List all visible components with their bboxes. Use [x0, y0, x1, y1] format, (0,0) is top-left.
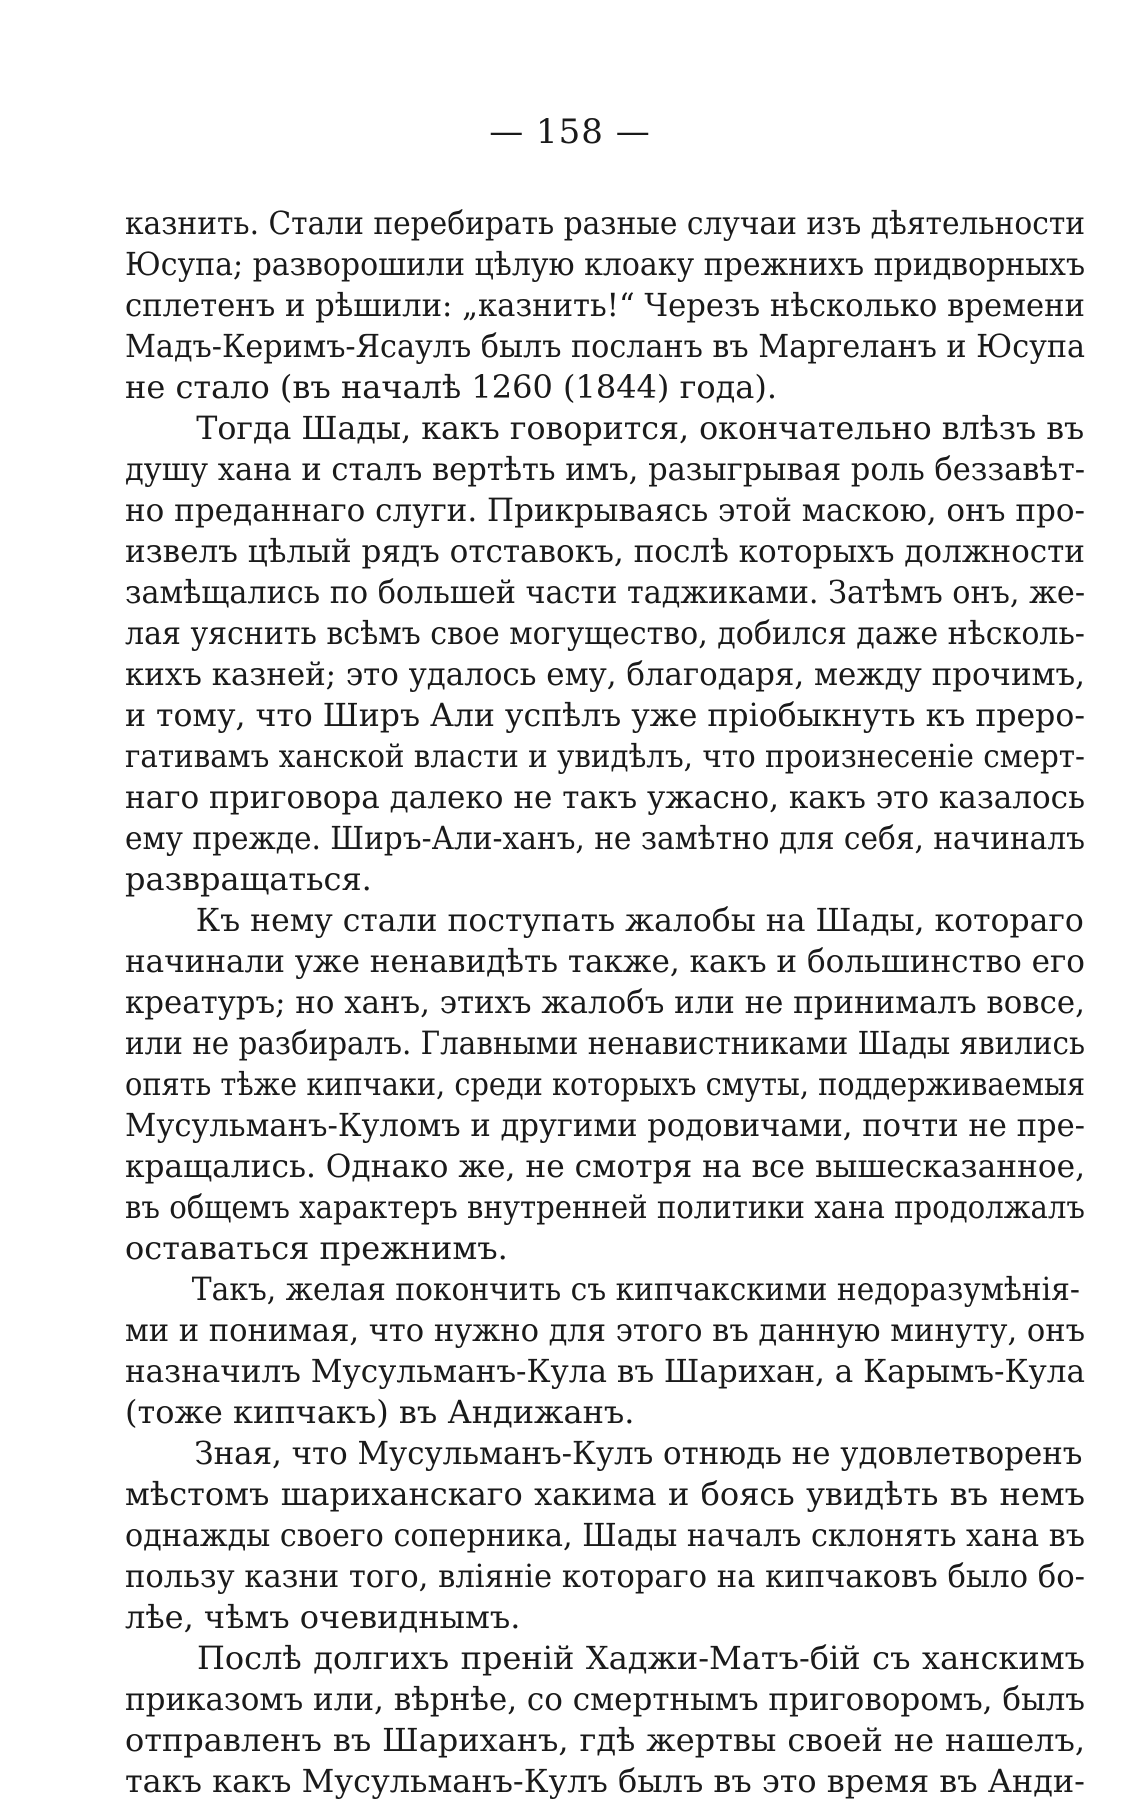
text-line: (тоже кипчакъ) въ Андижанъ.: [125, 1393, 635, 1431]
text-line: замѣщались по большей части таджиками. Затѣмъ онъ, же-: [125, 573, 1086, 611]
text-line: развращаться.: [125, 860, 372, 898]
text-line: оставаться прежнимъ.: [125, 1229, 508, 1267]
text-line: Къ нему стали поступать жалобы на Шады, котораго: [195, 901, 1084, 939]
text-line: кихъ казней; это удалось ему, благодаря, между прочимъ,: [125, 655, 1085, 693]
page-number: — 158 —: [489, 112, 651, 152]
text-line: наго приговора далеко не такъ ужасно, какъ это казалось: [125, 778, 1085, 816]
text-line: опять тѣже кипчаки, среди которыхъ смуты, поддерживаемыя: [125, 1065, 1086, 1103]
text-line: Тогда Шады, какъ говорится, окончательно влѣзъ въ: [196, 409, 1085, 447]
text-line: казнить. Стали перебирать разные случаи изъ дѣятельности: [125, 204, 1086, 242]
text-line: сплетенъ и рѣшили: „казнить!“ Черезъ нѣсколько времени: [125, 286, 1085, 324]
text-line: лая уяснить всѣмъ свое могущество, добился даже нѣсколь-: [125, 614, 1085, 652]
text-line: извелъ цѣлый рядъ отставокъ, послѣ которыхъ должности: [125, 532, 1085, 570]
text-line: однажды своего соперника, Шады началъ склонять хана въ: [125, 1516, 1085, 1554]
text-line: такъ какъ Мусульманъ-Кулъ былъ въ это время въ Анди-: [125, 1762, 1085, 1800]
text-line: мѣстомъ шариханскаго хакима и боясь увидѣть въ немъ: [125, 1475, 1085, 1513]
text-line: ми и понимая, что нужно для этого въ данную минуту, онъ: [125, 1311, 1086, 1349]
text-line: начинали уже ненавидѣть также, какъ и большинство его: [125, 942, 1085, 980]
text-line: Послѣ долгихъ преній Хаджи-Матъ-бій съ ханскимъ: [197, 1639, 1085, 1677]
text-line: назначилъ Мусульманъ-Кула въ Шарихан, а Карымъ-Кула: [125, 1352, 1086, 1390]
text-line: но преданнаго слуги. Прикрываясь этой маскою, онъ про-: [125, 491, 1085, 529]
text-line: въ общемъ характеръ внутренней политики хана продолжалъ: [125, 1188, 1085, 1226]
text-line: не стало (въ началѣ 1260 (1844) года).: [125, 368, 778, 406]
text-line: лѣе, чѣмъ очевиднымъ.: [125, 1598, 521, 1636]
text-line: и тому, что Ширъ Али успѣлъ уже пріобыкнуть къ преро-: [125, 696, 1085, 734]
text-line: Мусульманъ-Куломъ и другими родовичами, почти не пре-: [125, 1106, 1086, 1144]
text-line: или не разбиралъ. Главными ненавистниками Шады явились: [125, 1024, 1085, 1062]
text-line: Такъ, желая покончить съ кипчакскими недоразумѣнія-: [191, 1270, 1080, 1308]
text-line: душу хана и сталъ вертѣть имъ, разыгрывая роль беззавѣт-: [125, 450, 1086, 488]
text-line: пользу казни того, вліяніе котораго на кипчаковъ было бо-: [125, 1557, 1085, 1595]
text-line: креатуръ; но ханъ, этихъ жалобъ или не принималъ вовсе,: [125, 983, 1085, 1021]
text-line: гативамъ ханской власти и увидѣлъ, что произнесеніе смерт-: [125, 737, 1085, 775]
text-line: Мадъ-Керимъ-Ясаулъ былъ посланъ въ Маргеланъ и Юсупа: [125, 327, 1086, 365]
text-line: ему прежде. Ширъ-Али-ханъ, не замѣтно для себя, начиналъ: [125, 819, 1085, 857]
body-text: [125, 203, 1085, 1802]
text-line: отправленъ въ Шариханъ, гдѣ жертвы своей не нашелъ,: [125, 1721, 1085, 1759]
text-line: кращались. Однако же, не смотря на все вышесказанное,: [125, 1147, 1086, 1185]
text-line: Зная, что Мусульманъ-Кулъ отнюдь не удовлетворенъ: [194, 1434, 1083, 1472]
text-line: приказомъ или, вѣрнѣе, со смертнымъ приговоромъ, былъ: [125, 1680, 1085, 1718]
text-line: Юсупа; разворошили цѣлую клоаку прежнихъ придворныхъ: [125, 245, 1086, 283]
